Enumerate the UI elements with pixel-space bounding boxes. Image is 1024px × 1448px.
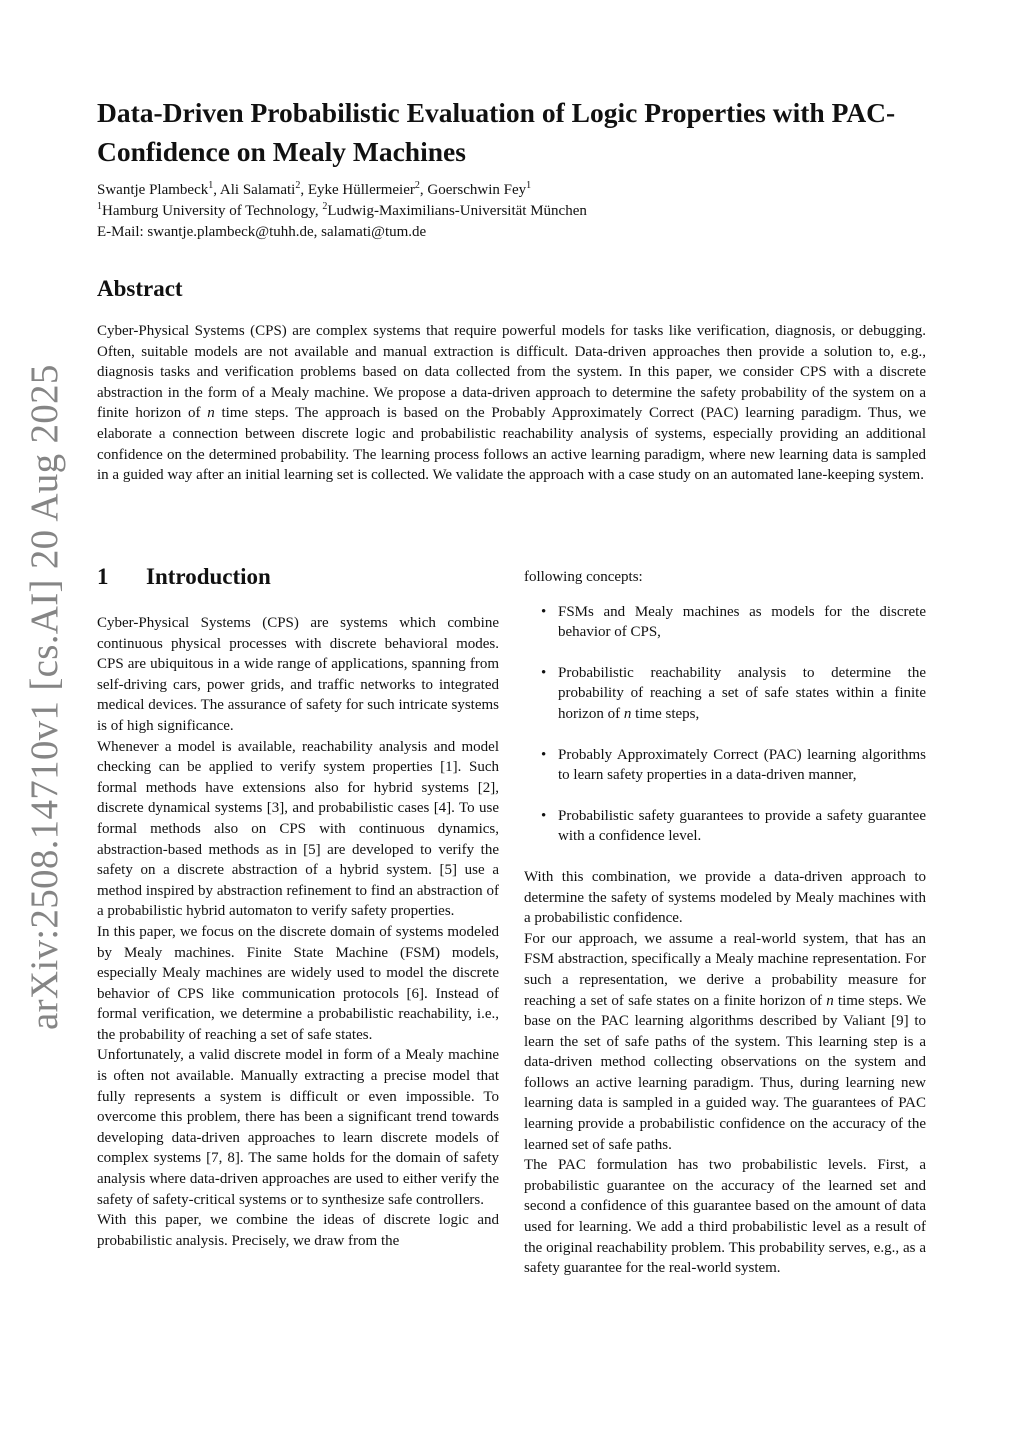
body-paragraph: With this paper, we combine the ideas of discrete logic and probabilistic analysis. Precisely, we draw from the xyxy=(97,1212,499,1249)
list-item-text: Probabilistic safety guarantees to provide a safety guarantee with a confidence level. xyxy=(558,807,926,845)
author-affiliation-mark: 2 xyxy=(414,180,420,191)
author-name: Goerschwin Fey xyxy=(427,182,527,198)
affiliation-name: Ludwig-Maximilians-Universität München xyxy=(327,203,587,219)
affiliation-list: $^1$Hamburg University of Technology, $^2$Ludwig-Maximilians-Universität München xyxy=(97,201,587,219)
author-affiliation-mark: 1 xyxy=(208,180,214,191)
paper-title: Data-Driven Probabilistic Evaluation of Logic Properties with PAC-Confidence on Mealy Machines xyxy=(97,97,896,167)
body-paragraph: In this paper, we focus on the discrete domain of systems modeled by Mealy machines. Finite State Machine (FSM) models, especially Mealy machines are widely used to model the discrete behavior of CPS like communication protocols [6]. Instead of formal verification, we determine a probabilistic reachability, i.e., the probability of reaching a set of safe states. xyxy=(97,923,499,1043)
list-item xyxy=(524,806,926,847)
section-title: Introduction xyxy=(146,564,271,589)
body-paragraph: Cyber-Physical Systems (CPS) are systems which combine continuous physical processes with discrete behavioral modes. CPS are ubiquitous in a wide range of applications, spanning from self-driving cars, power grids, and traffic networks to integrated medical devices. The assurance of safety for such intricate systems is of high significance. xyxy=(97,615,499,734)
affiliation-name: Hamburg University of Technology xyxy=(102,203,315,219)
body-paragraph-continuation: following concepts: xyxy=(524,569,643,585)
list-item-text: Probably Approximately Correct (PAC) learning algorithms to learn safety properties in a data-driven manner, xyxy=(558,746,926,784)
list-item-text: Probabilistic reachability analysis to determine the probability of reaching a set of safe states within a finite horizon of n time steps, xyxy=(558,664,926,722)
body-paragraph: The PAC formulation has two probabilistic levels. First, a probabilistic guarantee on the accuracy of the learned set and second a confidence of this guarantee based on the amount of data used for learning. We add a third probabilistic level as a result of the original reachability problem. This probability serves, e.g., as a safety guarantee for the real-world system. xyxy=(524,1157,926,1277)
abstract-heading: Abstract xyxy=(97,276,183,301)
bullet-icon: • xyxy=(541,664,547,681)
author-affiliation-mark: 2 xyxy=(295,180,301,191)
author-name: Ali Salamati xyxy=(219,182,296,198)
bullet-icon: • xyxy=(541,807,547,824)
affiliation-mark: 2 xyxy=(322,201,328,212)
abstract-text: Cyber-Physical Systems (CPS) are complex systems that require powerful models for tasks like verification, diagnosis, or debugging. Often, suitable models are not available and manual extraction is difficult. Data-driven approaches then provide a solution to, e.g., diagnosis tasks and verification problems based on data collected from the system. In this paper, we consider CPS with a discrete abstraction in the form of a Mealy machine. We propose a data-driven approach to determine the safety probability of the system on a finite horizon of n time steps. The approach is based on the Probably Approximately Correct (PAC) learning paradigm. Thus, we elaborate a connection between discrete logic and probabilistic reachability analysis of systems, especially providing an additional confidence on the determined probability. The learning process follows an active learning paradigm, where new learning data is sampled in a guided way after an initial learning set is collected. We validate the approach with a case study on an automated lane-keeping system. xyxy=(97,323,926,484)
section-number: 1 xyxy=(97,564,109,589)
body-paragraph: For our approach, we assume a real-world system, that has an FSM abstraction, specifically a Mealy machine representation. For such a representation, we derive a probability measure for reaching a set of safe states on a finite horizon of n time steps. We base on the PAC learning algorithms described by Valiant [9] to learn the set of safe paths of the system. This learning step is a data-driven method collecting observations on the system and follows an active learning paradigm. Thus, during learning new learning data is sampled in a guided way. The guarantees of PAC learning provide a probabilistic confidence on the accuracy of the learned set of safe paths. xyxy=(524,930,926,1153)
left-column xyxy=(97,562,499,1251)
list-item xyxy=(524,602,926,643)
list-item-text: FSMs and Mealy machines as models for the discrete behavior of CPS, xyxy=(558,603,926,641)
bullet-icon: • xyxy=(541,603,547,620)
arxiv-identifier-stamp: arXiv:2508.14710v1 [cs.AI] 20 Aug 2025 xyxy=(23,364,66,1030)
section-heading-introduction xyxy=(97,562,499,592)
bullet-icon: • xyxy=(541,746,547,763)
body-paragraph: With this combination, we provide a data-driven approach to determine the safety of systems modeled by Mealy machines with a probabilistic confidence. xyxy=(524,868,926,927)
author-affiliation-mark: 1 xyxy=(526,180,532,191)
body-paragraph: Unfortunately, a valid discrete model in form of a Mealy machine is often not available. Manually extracting a precise model that fully represents a system is difficult or even impossible. To overcome this problem, there has been a significant trend towards developing data-driven approaches to learn discrete models of complex systems [7, 8]. The same holds for the domain of safety analysis where data-driven approaches are used to either verify the safety of safety-critical systems or to synthesize safe controllers. xyxy=(97,1047,499,1208)
author-block xyxy=(97,180,937,243)
body-paragraph: Whenever a model is available, reachability analysis and model checking can be applied to verify system properties [1]. Such formal methods have extensions also for hybrid systems [2], discrete dynamical systems [3], and probabilistic cases [4]. To use formal methods also on CPS with continuous dynamics, abstraction-based methods as in [5] are developed to verify the safety on a discrete abstraction of a hybrid system. [5] use a method inspired by abstraction refinement to find an abstraction of a probabilistic hybrid automaton to verify safety properties. xyxy=(97,738,499,920)
list-item xyxy=(524,663,926,725)
concept-list xyxy=(524,602,926,847)
author-name: Swantje Plambeck xyxy=(97,182,209,198)
right-column xyxy=(524,567,926,1279)
contact-email: E-Mail: swantje.plambeck@tuhh.de, salamati@tum.de xyxy=(97,224,427,240)
affiliation-mark: 1 xyxy=(97,201,102,212)
list-item xyxy=(524,745,926,786)
author-name: Eyke Hüllermeier xyxy=(307,182,415,198)
author-list: Swantje Plambeck$^1$, Ali Salamati$^2$, Eyke Hüllermeier$^2$, Goerschwin Fey$^1$ xyxy=(97,180,532,198)
